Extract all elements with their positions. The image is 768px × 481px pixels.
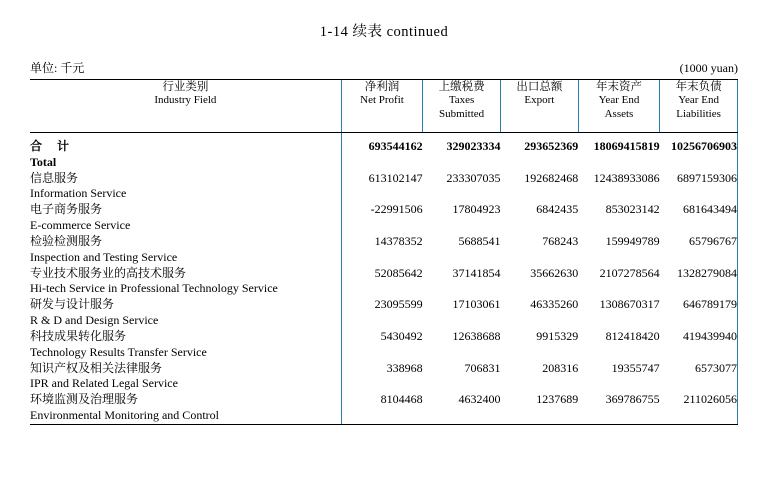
- column-header-net-profit: 净利润 Net Profit: [341, 80, 422, 133]
- cell-export: 192682468: [524, 170, 579, 185]
- table-row: [30, 234, 738, 266]
- cell-assets: 18069415819: [593, 139, 660, 153]
- table-row: [30, 329, 738, 361]
- cell-liabilities: 646789179: [660, 297, 738, 329]
- cell-liabilities: 10256706903: [660, 139, 738, 171]
- cell-assets: 2107278564: [599, 265, 660, 280]
- cell-liabilities: 681643494: [660, 202, 738, 234]
- cell-liabilities: 419439940: [660, 329, 738, 361]
- statistics-table: [30, 79, 738, 425]
- row-label-rd-design-service: 研发与设计服务 R & D and Design Service: [30, 297, 159, 328]
- table-row: [30, 139, 738, 171]
- cell-net-profit: -22991506: [341, 202, 422, 234]
- unit-label-en: (1000 yuan): [679, 61, 738, 75]
- cell-export: 9915329: [536, 328, 579, 343]
- cell-net-profit: 23095599: [341, 297, 422, 329]
- unit-label-cn: 单位: 千元: [30, 61, 85, 75]
- cell-assets: 853023142: [605, 202, 660, 217]
- page-title: 1-14 续表 continued: [319, 24, 449, 40]
- row-label-information-service: 信息服务 Information Service: [30, 170, 127, 201]
- row-label-ipr-legal-service: 知识产权及相关法律服务 IPR and Related Legal Service: [30, 360, 178, 391]
- row-label-ecommerce-service: 电子商务服务 E-commerce Service: [30, 202, 131, 233]
- cell-liabilities: 6573077: [660, 361, 738, 393]
- cell-net-profit: 693544162: [341, 139, 422, 171]
- cell-export: 768243: [542, 233, 579, 248]
- cell-assets: 812418420: [605, 328, 660, 343]
- cell-export: 1237689: [536, 392, 579, 407]
- table-row: [30, 297, 738, 329]
- cell-taxes: 233307035: [446, 170, 501, 185]
- cell-net-profit: 5430492: [341, 329, 422, 361]
- column-header-taxes-submitted: 上缴税费 Taxes Submitted: [423, 80, 501, 133]
- cell-liabilities: 65796767: [660, 234, 738, 266]
- cell-liabilities: 6897159306: [660, 171, 738, 203]
- unit-row: [0, 41, 768, 79]
- cell-assets: 1308670317: [599, 297, 660, 312]
- cell-export: 6842435: [536, 202, 579, 217]
- row-label-hitech-professional-technology-service: 专业技术服务业的高技术服务 Hi-tech Service in Professional Technology Service: [30, 265, 278, 296]
- cell-export: 46335260: [530, 297, 579, 312]
- cell-liabilities: 1328279084: [660, 266, 738, 298]
- cell-net-profit: 8104468: [341, 392, 422, 424]
- row-label-environmental-monitoring-control: 环境监测及治理服务 Environmental Monitoring and Control: [30, 392, 219, 423]
- row-label-technology-results-transfer-service: 科技成果转化服务 Technology Results Transfer Service: [30, 328, 207, 359]
- column-header-year-end-assets: 年末资产 Year End Assets: [578, 80, 659, 133]
- cell-assets: 369786755: [605, 392, 660, 407]
- cell-export: 35662630: [530, 265, 579, 280]
- cell-net-profit: 338968: [341, 361, 422, 393]
- cell-export: 208316: [542, 360, 579, 375]
- table-row: [30, 266, 738, 298]
- column-header-industry: 行业类别 Industry Field: [30, 80, 341, 133]
- column-header-export: 出口总额 Export: [500, 80, 578, 133]
- cell-assets: 19355747: [611, 360, 660, 375]
- cell-taxes: 5688541: [458, 233, 501, 248]
- cell-taxes: 17804923: [452, 202, 501, 217]
- cell-net-profit: 52085642: [341, 266, 422, 298]
- cell-net-profit: 613102147: [341, 171, 422, 203]
- table-row: [30, 202, 738, 234]
- cell-net-profit: 14378352: [341, 234, 422, 266]
- table-row: [30, 171, 738, 203]
- row-label-inspection-testing-service: 检验检测服务 Inspection and Testing Service: [30, 233, 178, 264]
- cell-taxes: 12638688: [452, 328, 501, 343]
- row-label-total: 合 计 Total: [30, 139, 76, 169]
- cell-export: 293652369: [524, 139, 579, 153]
- table-row: [30, 361, 738, 393]
- column-header-year-end-liabilities: 年末负债 Year End Liabilities: [660, 80, 738, 133]
- cell-taxes: 4632400: [458, 392, 501, 407]
- cell-assets: 12438933086: [593, 170, 660, 185]
- table-header-row: [30, 80, 738, 133]
- cell-assets: 159949789: [605, 233, 660, 248]
- table-row: [30, 392, 738, 424]
- cell-taxes: 17103061: [452, 297, 501, 312]
- cell-taxes: 329023334: [446, 139, 501, 153]
- cell-liabilities: 211026056: [660, 392, 738, 424]
- cell-taxes: 37141854: [452, 265, 501, 280]
- cell-taxes: 706831: [464, 360, 501, 375]
